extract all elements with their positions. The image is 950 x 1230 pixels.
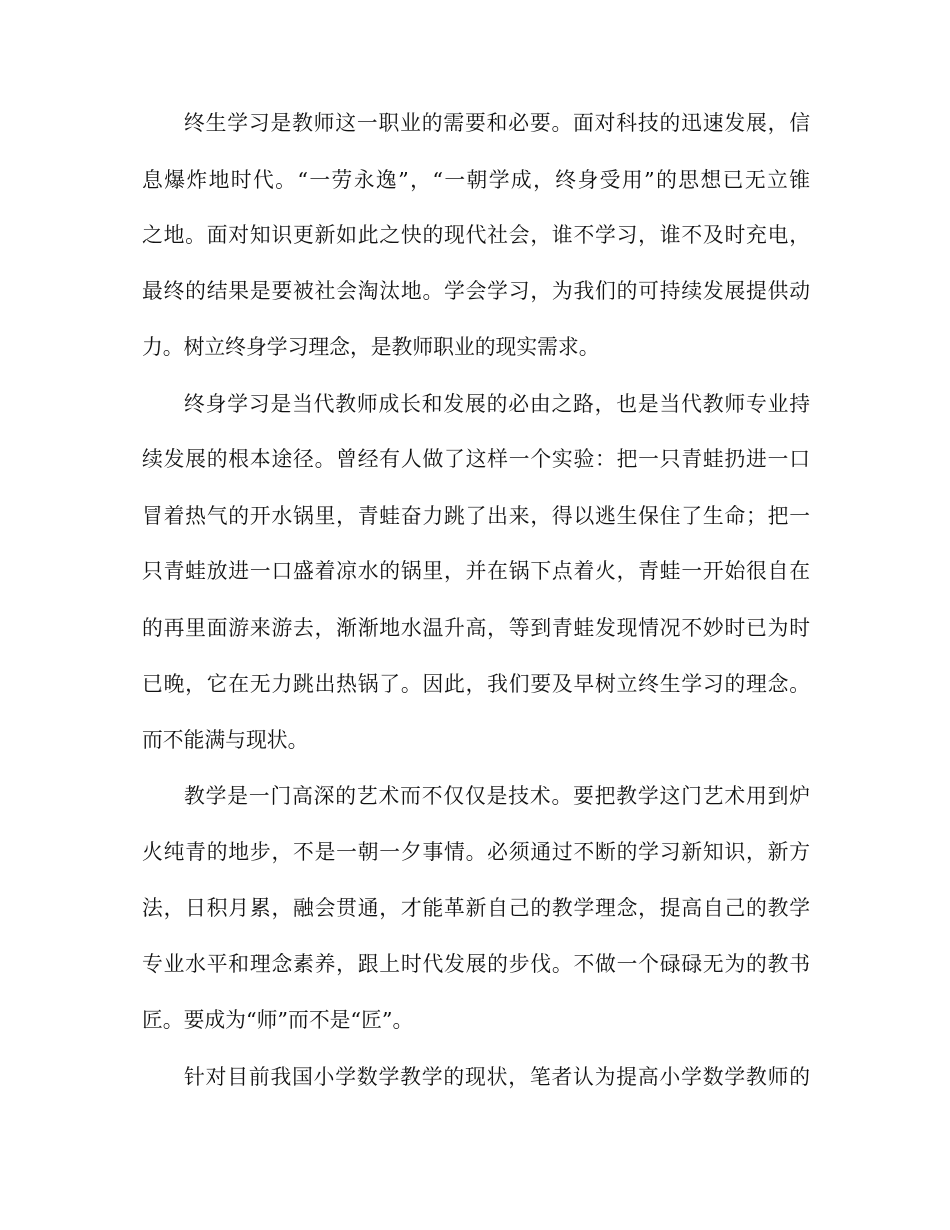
text-line: 最终的结果是要被社会淘汰地。学会学习，为我们的可持续发展提供动 — [142, 279, 810, 303]
text-line: 冒着热气的开水锅里，青蛙奋力跳了出来，得以逃生保住了生命；把一 — [142, 504, 810, 528]
text-line: 已晚，它在无力跳出热锅了。因此，我们要及早树立终生学习的理念。 — [142, 672, 810, 696]
text-line: 续发展的根本途径。曾经有人做了这样一个实验：把一只青蛙扔进一口 — [142, 447, 810, 471]
text-line: 只青蛙放进一口盛着凉水的锅里，并在锅下点着火，青蛙一开始很自在 — [142, 559, 810, 583]
text-line: 终生学习是教师这一职业的需要和必要。面对科技的迅速发展，信 — [184, 111, 810, 135]
text-line: 法，日积月累，融会贯通，才能革新自己的教学理念，提高自己的教学 — [142, 896, 810, 920]
text-line: 专业水平和理念素养，跟上时代发展的步伐。不做一个碌碌无为的教书 — [142, 952, 810, 976]
text-line: 的再里面游来游去，渐渐地水温升高，等到青蛙发现情况不妙时已为时 — [142, 616, 810, 640]
text-line: 之地。面对知识更新如此之快的现代社会，谁不学习，谁不及时充电， — [142, 223, 810, 247]
text-line: 教学是一门高深的艺术而不仅仅是技术。要把教学这门艺术用到炉 — [184, 784, 810, 808]
text-line: 息爆炸地时代。“一劳永逸”，“一朝学成，终身受用”的思想已无立锥 — [142, 168, 810, 192]
text-line: 力。树立终身学习理念，是教师职业的现实需求。 — [142, 335, 600, 359]
text-line: 火纯青的地步，不是一朝一夕事情。必须通过不断的学习新知识，新方 — [142, 840, 810, 864]
text-line: 终身学习是当代教师成长和发展的必由之路，也是当代教师专业持 — [184, 392, 810, 416]
text-line: 而不能满与现状。 — [142, 728, 309, 752]
text-line: 针对目前我国小学数学教学的现状，笔者认为提高小学数学教师的 — [184, 1065, 810, 1089]
text-line: 匠。要成为“师”而不是“匠”。 — [142, 1008, 414, 1032]
